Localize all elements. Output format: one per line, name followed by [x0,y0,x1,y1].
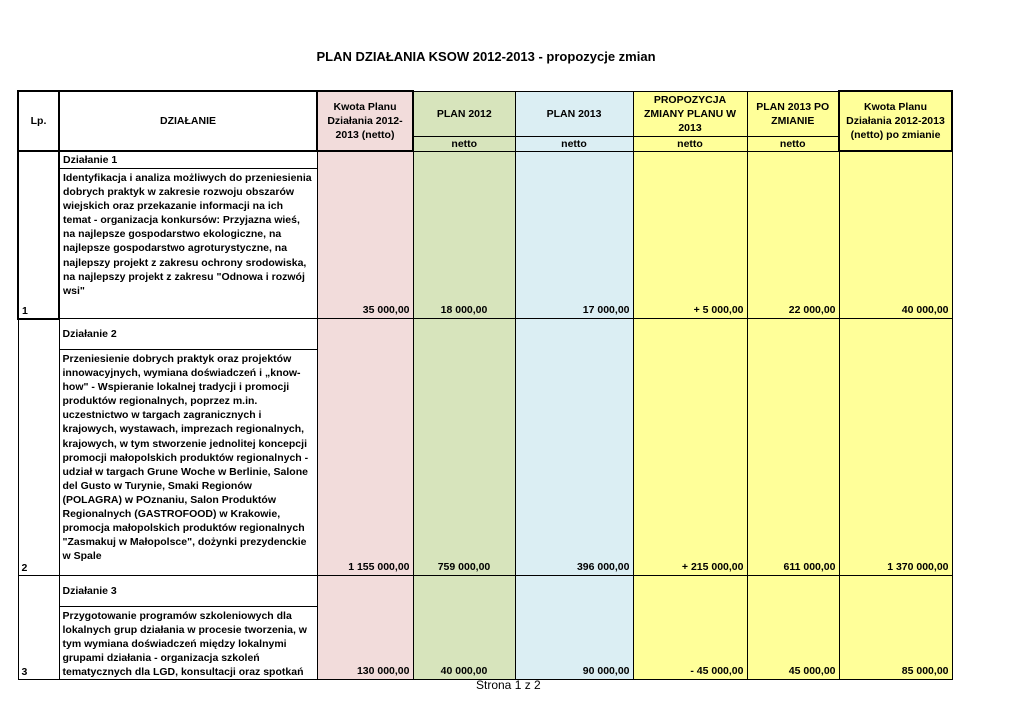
row-kwota-po: 1 370 000,00 [839,319,952,576]
row-kwota: 130 000,00 [317,576,413,680]
header-netto: netto [747,136,839,151]
row-kwota-po: 85 000,00 [839,576,952,680]
row-kwota: 35 000,00 [317,151,413,319]
row-zmiana: - 45 000,00 [633,576,747,680]
header-kwota-po: Kwota Planu Działania 2012-2013 (netto) po zmianie [839,91,952,151]
row-zmiana: + 215 000,00 [633,319,747,576]
page-title: PLAN DZIAŁANIA KSOW 2012-2013 - propozycje zmian [316,49,656,64]
row-kwota: 1 155 000,00 [317,319,413,576]
header-plan-2013-po: PLAN 2013 PO ZMIANIE [747,91,839,136]
header-kwota: Kwota Planu Działania 2012-2013 (netto) [317,91,413,151]
row-plan-2012: 40 000,00 [413,576,515,680]
row-plan-2013: 17 000,00 [515,151,633,319]
row-description: Przeniesienie dobrych praktyk oraz projektów innowacyjnych, wymiana doświadczeń i „know-how" - Wspieranie lokalnej tradycji i promocji produktów regionalnych, poprzez m.in. uczestnictwo w targach zagranicznych i krajowych, wystawach, imprezach regionalnych, krajowych, w tym stworzenie jednolitej koncepcji promocji małopolskich produktów regionalnych - udział w targach Grune Woche w Berlinie, Salone del Gusto w Turynie, Smaki Regionów (POLAGRA) w POznaniu, Salon Produktów Regionalnych (GASTROFOOD) w Krakowie, promocja małopolskich produktów regionalnych "Zasmakuj w Małopolsce", dożynki prezydenckie w Spale [59,350,317,576]
row-name: Działanie 1 [59,151,317,169]
row-lp: 1 [18,151,59,319]
table-row [18,576,952,607]
header-propozycja: PROPOZYCJA ZMIANY PLANU W 2013 [633,91,747,136]
row-kwota-po: 40 000,00 [839,151,952,319]
header-plan-2013: PLAN 2013 [515,91,633,136]
plan-table [17,90,953,680]
header-netto: netto [515,136,633,151]
header-dzialanie: DZIAŁANIE [59,91,317,151]
row-plan-2013-po: 611 000,00 [747,319,839,576]
header-plan-2012: PLAN 2012 [413,91,515,136]
page-footer: Strona 1 z 2 [476,678,541,692]
row-name: Działanie 3 [59,576,317,607]
row-description: Przygotowanie programów szkoleniowych dla lokalnych grup działania w procesie tworzenia, w tym wymiana doświadczeń między lokalnymi grupami działania - organizacja szkoleń tematycznych dla LGD, konsultacji oraz spotkań [59,607,317,680]
row-plan-2012: 18 000,00 [413,151,515,319]
row-lp: 3 [18,576,59,680]
table-row [18,319,952,350]
header-netto: netto [633,136,747,151]
row-name: Działanie 2 [59,319,317,350]
row-plan-2013: 90 000,00 [515,576,633,680]
row-plan-2013-po: 22 000,00 [747,151,839,319]
row-zmiana: + 5 000,00 [633,151,747,319]
row-lp: 2 [18,319,59,576]
header-lp: Lp. [18,91,59,151]
header-netto: netto [413,136,515,151]
table-row [18,151,952,169]
row-plan-2013-po: 45 000,00 [747,576,839,680]
row-description: Identyfikacja i analiza możliwych do przeniesienia dobrych praktyk w zakresie rozwoju obszarów wiejskich oraz przekazanie informacji na ich temat - organizacja konkursów: Przyjazna wieś, na najlepsze gospodarstwo ekologiczne, na najlepsze gospodarstwo agroturystyczne, na najlepszy projekt z zakresu ochrony srodowiska, na najlepszy projekt z zakresu "Odnowa i rozwój wsi" [59,169,317,319]
row-plan-2012: 759 000,00 [413,319,515,576]
row-plan-2013: 396 000,00 [515,319,633,576]
